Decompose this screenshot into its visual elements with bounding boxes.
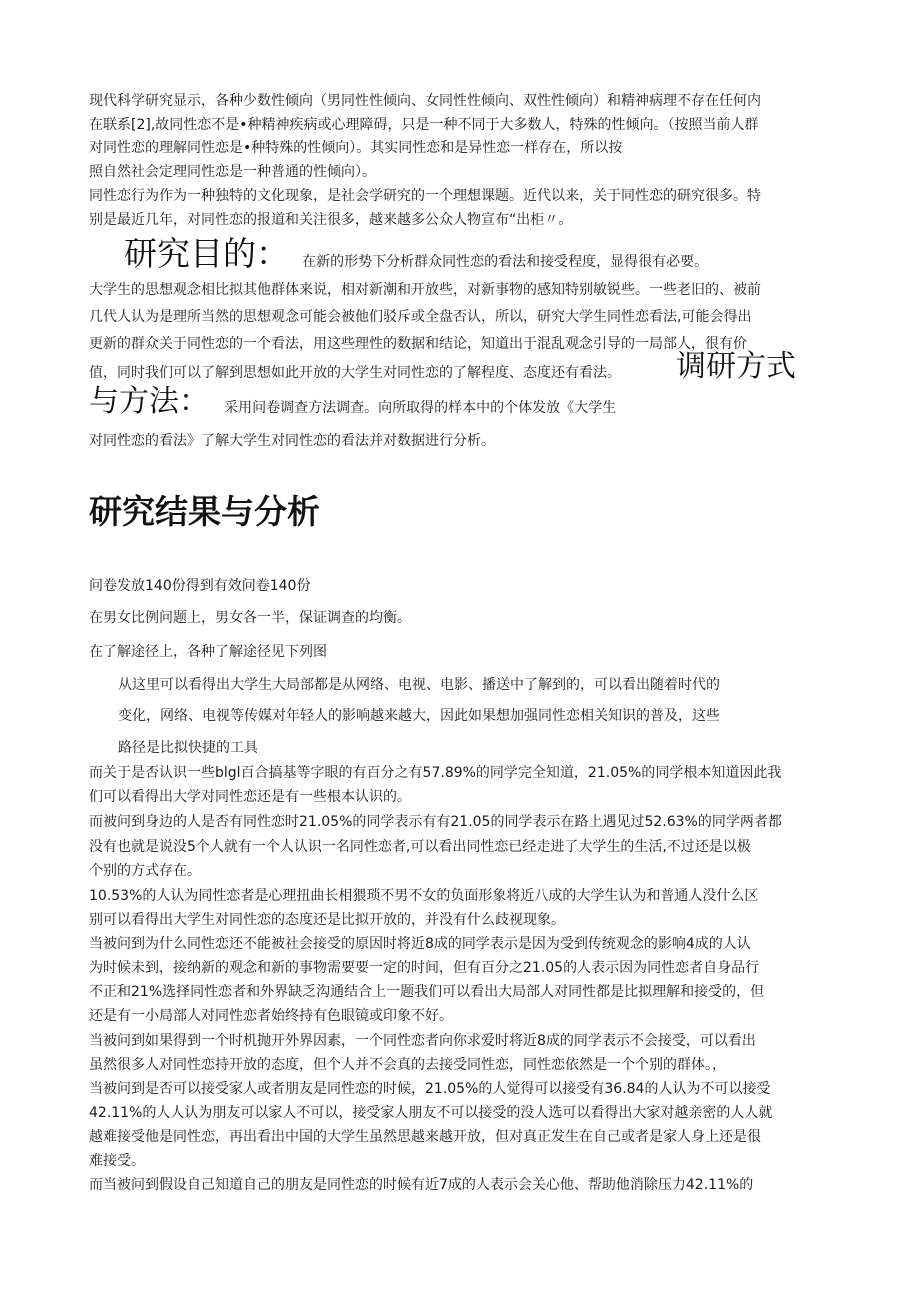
intro-line: 同性恋行为作为一种独特的文化现象，是社会学研究的一个理想课题。近代以来，关于同性恋的研究很多。特 (89, 188, 761, 204)
results-line: 在了解途径上，各种了解途径见下列图 (89, 644, 327, 660)
results-line: 当被问到如果得到一个时机抛开外界因素，一个同性恋者向你求爱时将近8成的同学表示不会接受，可以看出 (89, 1033, 756, 1049)
intro-line: 在联系[2],故同性恋不是•种精神疾病或心理障碍，只是一种不同于大多数人，特殊的性倾向。（按照当前人群 (89, 117, 759, 133)
purpose-heading-row (124, 234, 708, 274)
results-line: 42.11%的人人认为朋友可以家人不可以，接受家人朋友不可以接受的没人选可以看得出大家对越亲密的人人就 (89, 1105, 773, 1121)
results-line: 们可以看得出大学对同性恋还是有一些根本认识的。 (89, 789, 411, 805)
results-line: 而关于是否认识一些blgl百合搞基等字眼的有百分之有57.89%的同学完全知道，21.05%的同学根本知道因此我 (89, 765, 782, 781)
results-line: 还是有一小局部人对同性恋者始终持有色眼镜或印象不好。 (89, 1008, 453, 1024)
results-indented-line: 从这里可以看得出大学生大局部都是从网络、电视、电影、播送中了解到的，可以看出随着时代的 (118, 677, 720, 693)
results-line: 而当被问到假设自己知道自己的朋友是同性恋的时候有近7成的人表示会关心他、帮助他消除压力42.11%的 (89, 1177, 754, 1193)
results-line: 当被问到是否可以接受家人或者朋友是同性恋的时候，21.05%的人觉得可以接受有36.84的人认为不可以接受 (89, 1081, 771, 1097)
method-heading-part2: 与方法： (89, 384, 209, 419)
results-line: 为时候未到，接纳新的观念和新的事物需要要一定的时间，但有百分之21.05的人表示因为同性恋者自身品行 (89, 960, 760, 976)
results-line: 别可以看得出大学生对同性恋的态度还是比拟开放的，并没有什么歧视现象。 (89, 912, 565, 928)
method-line: 对同性恋的看法》了解大学生对同性恋的看法并对数据进行分析。 (89, 433, 495, 449)
intro-line: 对同性恋的理解同性恋是•种特殊的性倾向）。其实同性恋和是异性恋一样存在，所以按 (89, 140, 623, 156)
intro-line: 现代科学研究显示，各种少数性倾向（男同性性倾向、女同性性倾向、双性性倾向）和精神病理不存在任何内 (89, 93, 761, 109)
purpose-heading: 研究目的： (124, 234, 289, 273)
purpose-line: 大学生的思想观念相比拟其他群体来说，相对新潮和开放些，对新事物的感知特别敏锐些。一些老旧的、被前 (89, 282, 761, 298)
results-line: 10.53%的人认为同性恋者是心理扭曲长相猥琐不男不女的负面形象将近八成的大学生认为和普通人没什么区 (89, 888, 759, 904)
results-line: 而被问到身边的人是否有同性恋时21.05%的同学表示有有21.05的同学表示在路上遇见过52.63%的同学两者都 (89, 814, 782, 830)
results-line: 在男女比例问题上，男女各一半，保证调查的均衡。 (89, 610, 411, 626)
results-line: 没有也就是说没5个人就有一个人认识一名同性恋者,可以看出同性恋已经走进了大学生的生活,不过还是以极 (89, 839, 751, 855)
results-line: 难接受。 (89, 1153, 145, 1169)
results-line: 个别的方式存在。 (89, 863, 201, 879)
purpose-line: 几代人认为是理所当然的思想观念可能会被他们驳斥或全盘否认，所以，研究大学生同性恋看法,可能会得出 (89, 309, 752, 325)
purpose-text: 在新的形势下分析群众同性恋的看法和接受程度，显得很有必要。 (302, 253, 709, 270)
intro-line: 别是最近几年，对同性恋的报道和关注很多，越来越多公众人物宣布“出柜〃。 (89, 212, 573, 228)
results-indented-line: 变化，网络、电视等传媒对年轻人的影响越来越大，因此如果想加强同性恋相关知识的普及，这些 (118, 708, 720, 724)
method-heading-row (89, 384, 616, 420)
results-line: 问卷发放140份得到有效问卷140份 (89, 578, 311, 594)
results-line: 越难接受他是同性恋，再出看出中国的大学生虽然思越来越开放，但对真正发生在自己或者是家人身上还是很 (89, 1129, 761, 1145)
results-line: 不正和21%选择同性恋者和外界缺乏沟通结合上一题我们可以看出大局部人对同性都是比拟理解和接受的，但 (89, 984, 765, 1000)
purpose-line: 值，同时我们可以了解到思想如此开放的大学生对同性恋的了解程度、态度还有看法。 (89, 365, 621, 381)
results-line: 虽然很多人对同性恋持开放的态度，但个人并不会真的去接受同性恋，同性恋依然是一个个别的群体。， (89, 1057, 726, 1073)
results-line: 当被问到为什么同性恋还不能被社会接受的原因时将近8成的同学表示是因为受到传统观念的影响4成的人认 (89, 936, 751, 952)
method-text: 采用问卷调查方法调查。向所取得的样本中的个体发放《大学生 (224, 399, 617, 416)
intro-line: 照自然社会定理同性恋是一种普通的性倾向）。 (89, 164, 376, 180)
purpose-line: 更新的群众关于同性恋的一个看法，用这些理性的数据和结论，知道出于混乱观念引导的一局部人，很有价 (89, 336, 747, 352)
results-heading: 研究结果与分析 (89, 492, 320, 531)
results-indented-line: 路径是比拟快捷的工具 (118, 740, 258, 756)
method-heading-part1: 调研方式 (676, 349, 796, 384)
